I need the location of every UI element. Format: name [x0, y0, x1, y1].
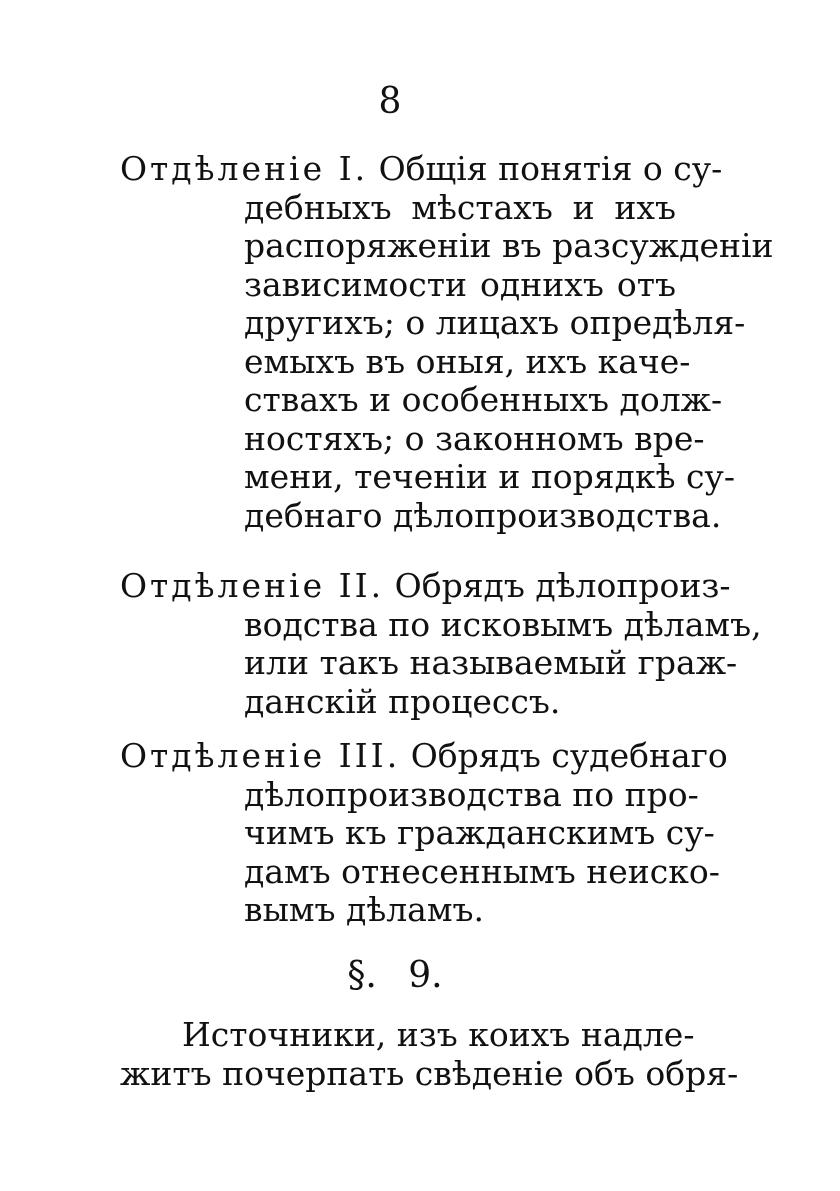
section-text-line: или такъ называемый граж- — [244, 643, 738, 682]
section-heading: Отдѣленіе II. — [120, 566, 385, 605]
section-text-line: Обрядъ дѣлопроиз- — [394, 566, 731, 605]
section-text-line: зависимости однихъ отъ — [244, 264, 676, 304]
section-text-line: дебныхъ мѣстахъ и ихъ — [244, 187, 676, 227]
section-text-line: ствахъ и особенныхъ долж- — [244, 380, 723, 419]
section-text-line: дамъ отнесеннымъ неиско- — [244, 851, 720, 891]
section-first-line — [120, 566, 731, 606]
section-heading: Отдѣленіе I. — [120, 149, 369, 188]
section-text-line: чимъ къ гражданскимъ су- — [244, 813, 715, 852]
section-text-line: емыхъ въ оныя, ихъ каче- — [244, 341, 691, 381]
section-text-line: ностяхъ; о законномъ вре- — [244, 418, 705, 458]
section-text-line: водства по исковымъ дѣламъ, — [244, 604, 762, 644]
section-text-line: Обрядъ судебнаго — [410, 736, 728, 775]
section-1 — [120, 149, 774, 535]
page-number: 8 — [378, 81, 402, 122]
paragraph-line: Источники, изъ коихъ надле- — [182, 1015, 695, 1054]
paragraph-sign: §. 9. — [347, 955, 443, 996]
paragraph-body — [120, 1015, 739, 1093]
section-text-line: вымъ дѣламъ. — [244, 890, 485, 929]
section-2 — [120, 566, 762, 721]
section-text-line: данскій процессъ. — [244, 681, 561, 721]
section-3 — [120, 736, 728, 930]
paragraph-line: житъ почерпать свѣденіе объ обря- — [120, 1053, 739, 1093]
section-text-line: дебнаго дѣлопроизводства. — [244, 495, 722, 535]
section-first-line — [120, 149, 723, 189]
section-heading: Отдѣленіе III. — [120, 736, 401, 775]
section-text-line: Общія понятія о су- — [378, 149, 723, 188]
section-text-line: другихъ; о лицахъ опредѣля- — [244, 303, 746, 342]
section-text-line: мени, теченіи и порядкѣ су- — [244, 457, 736, 496]
section-first-line — [120, 736, 728, 776]
section-text-line: распоряженіи въ разсужденіи — [244, 226, 774, 265]
section-text-line: дѣлопроизводства по про- — [244, 774, 699, 814]
